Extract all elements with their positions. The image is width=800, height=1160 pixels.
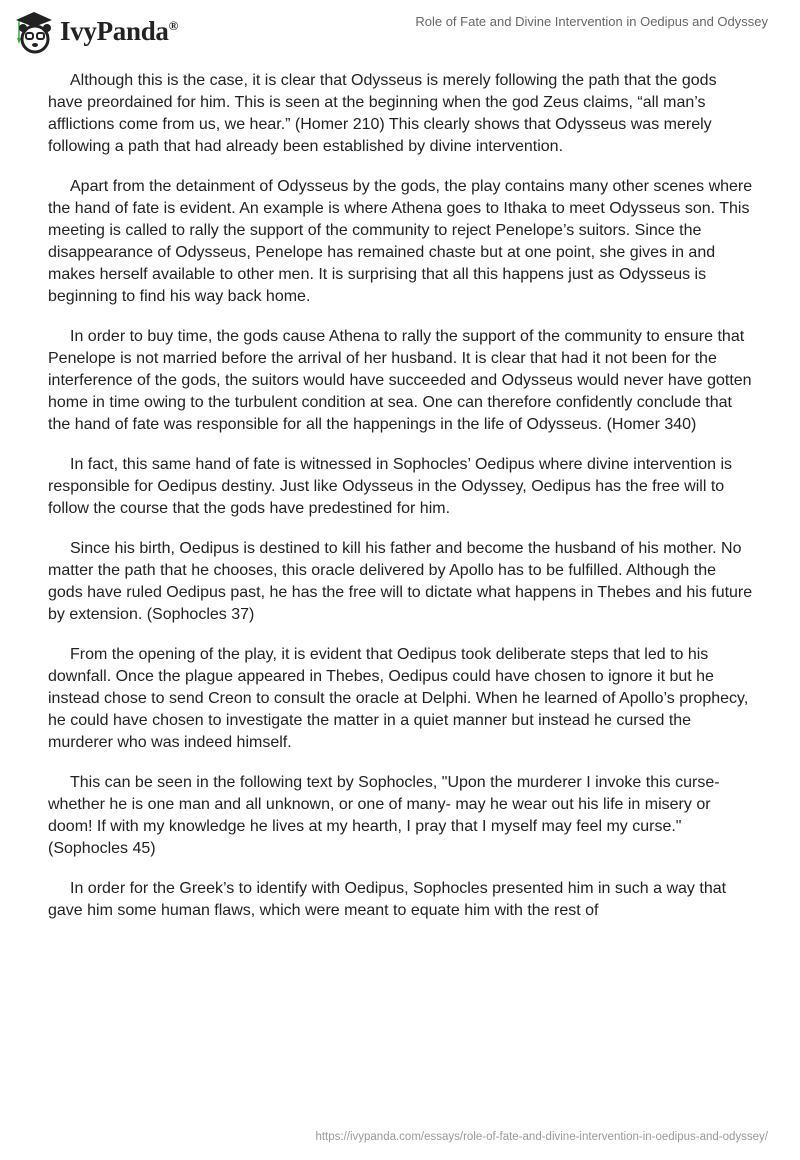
logo-text: IvyPanda® — [60, 15, 179, 46]
paragraph: This can be seen in the following text by Sophocles, "Upon the murderer I invoke this curse- whether he is one man and all unknown, or one of many- may he wear out his life in misery or doom! If with my knowledge he lives at my hearth, I pray that I myself may feel my curse." (Sophocles 45) — [48, 774, 720, 857]
paragraph: In order for the Greek’s to identify with Oedipus, Sophocles presented him in such a way that gave him some human flaws, which were meant to equate him with the rest of — [48, 880, 727, 919]
document-title: Role of Fate and Divine Intervention in Oedipus and Odyssey — [415, 14, 768, 29]
essay-body — [48, 70, 754, 940]
source-url[interactable]: https://ivypanda.com/essays/role-of-fate-and-divine-intervention-in-oedipus-and-odyssey/ — [315, 1131, 768, 1143]
paragraph: Since his birth, Oedipus is destined to kill his father and become the husband of his mother. No matter the path that he chooses, this oracle delivered by Apollo has to be fulfilled. Although the gods have ruled Oedipus past, he has the free will to dictate what happens in Thebes and his future by extension. (Sophocles 37) — [48, 540, 753, 623]
paragraph: Although this is the case, it is clear that Odysseus is merely following the path that the gods have preordained for him. This is seen at the beginning when the god Zeus claims, “all man’s afflictions come from us, we hear.” (Homer 210) This clearly shows that Odysseus was merely following a path that had already been established by divine intervention. — [48, 72, 717, 155]
ivypanda-logo[interactable] — [12, 8, 178, 54]
paragraph: In fact, this same hand of fate is witnessed in Sophocles’ Oedipus where divine intervention is responsible for Oedipus destiny. Just like Odysseus in the Odyssey, Oedipus has the free will to follow the course that the gods have predestined for him. — [48, 456, 732, 517]
paragraph: From the opening of the play, it is evident that Oedipus took deliberate steps that led to his downfall. Once the plague appeared in Thebes, Oedipus could have chosen to ignore it but he instead chose to send Creon to consult the oracle at Delphi. When he learned of Apollo’s prophecy, he could have chosen to investigate the matter in a quiet manner but instead he cursed the murderer who was indeed himself. — [48, 646, 749, 751]
panda-graduate-icon — [12, 8, 56, 54]
page-header — [0, 0, 800, 70]
paragraph: Apart from the detainment of Odysseus by the gods, the play contains many other scenes where the hand of fate is evident. An example is where Athena goes to Ithaka to meet Odysseus son. This meeting is called to rally the support of the community to reject Penelope’s suitors. Since the disappearance of Odysseus, Penelope has remained chaste but at one point, she gives in and makes herself available to other men. It is surprising that all this happens just as Odysseus is beginning to find his way back home. — [48, 178, 753, 305]
paragraph: In order to buy time, the gods cause Athena to rally the support of the community to ensure that Penelope is not married before the arrival of her husband. It is clear that had it not been for the interference of the gods, the suitors would have succeeded and Odysseus would never have gotten home in time owing to the turbulent condition at sea. One can therefore confidently conclude that the hand of fate was responsible for all the happenings in the life of Odysseus. (Homer 340) — [48, 328, 752, 433]
